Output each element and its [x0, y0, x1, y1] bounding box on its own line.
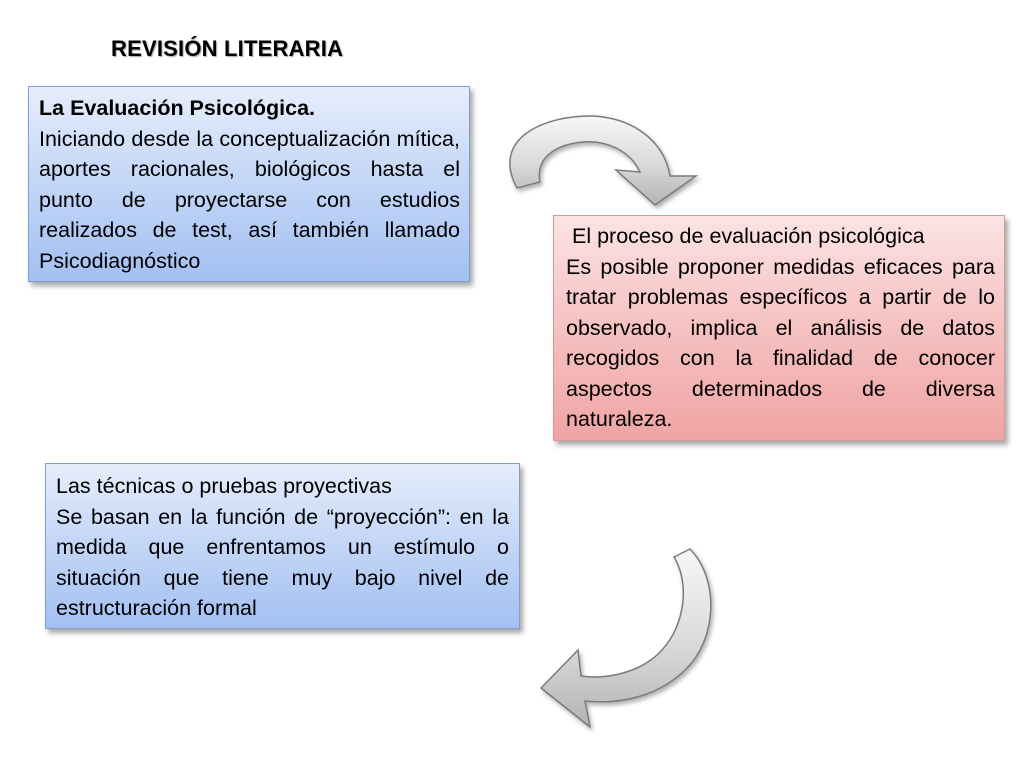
evaluacion-body: Iniciando desde la conceptualización mítica, aportes racionales, biológicos hasta el punto de proyectarse con estudios realizados de test, así también llamado Psicodiagnóstico	[39, 126, 460, 273]
curved-arrow-icon	[541, 549, 711, 727]
tecnicas-heading: Las técnicas o pruebas proyectivas	[56, 474, 392, 498]
proceso-heading: El proceso de evaluación psicológica	[572, 224, 925, 248]
evaluacion-heading: La Evaluación Psicológica.	[39, 96, 316, 120]
slide-title: REVISIÓN LITERARIA	[111, 36, 344, 61]
proceso-body: Es posible proponer medidas eficaces para tratar problemas específicos a partir de lo observado, implica el análisis de datos recogidos con la finalidad de conocer aspectos determinados de diversa naturaleza.	[566, 254, 995, 431]
tecnicas-body: Se basan en la función de “proyección”: en la medida que enfrentamos un estímulo o situación que tiene muy bajo nivel de estructuración formal	[56, 504, 509, 620]
curved-arrow-icon	[510, 116, 696, 205]
